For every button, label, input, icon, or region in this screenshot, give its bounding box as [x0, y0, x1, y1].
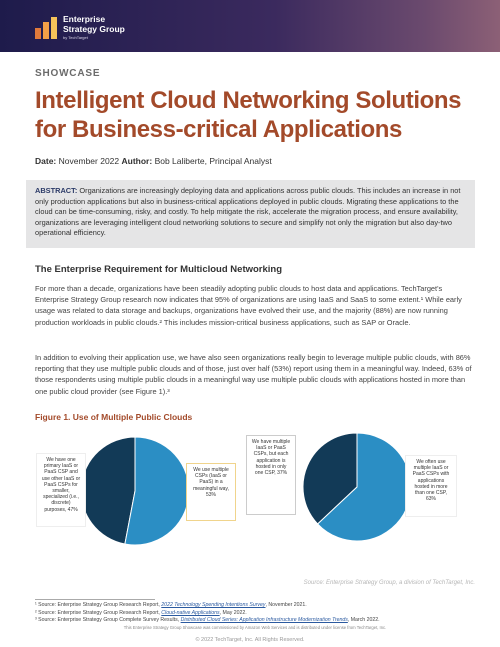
abstract-text: Organizations are increasingly deploying data and applications across public clouds. This includes an increase in not only production applications but also in business-critical applications deployed in public clouds. Migrating these applications to the cloud can be time-consuming, risky, and costly. To help mitigate the risk, accelerate the migration process, and ensure availability, organizations are leveraging intelligent cloud networking solutions to secure and simplify not only the migration but also day-two operational efficiency.: [35, 186, 461, 238]
abstract-label: ABSTRACT:: [35, 186, 78, 195]
pie-chart-1: [81, 437, 189, 545]
footnote-1-link[interactable]: 2022 Technology Spending Intentions Survey: [161, 602, 266, 608]
section-heading: The Enterprise Requirement for Multicloud Networking: [35, 264, 283, 275]
brand-line-2: Strategy Group: [63, 23, 125, 34]
paragraph-2: In addition to evolving their application use, we have also seen organizations really begin to leverage multiple public clouds, with 86% reporting that they use multiple public clouds and of those, just over half (53%) report using them in a meaningful way. Indeed, 63% of those respondents using multiple public clouds in a meaningful way use multiple public clouds with applications hosted in more than one public cloud provider (see Figure 1).³: [35, 353, 472, 396]
footnotes: [35, 602, 475, 625]
doc-byline: [35, 156, 272, 166]
date-value: November 2022: [58, 156, 120, 166]
footnote-2-text: ² Source: Enterprise Strategy Group Research Report,: [35, 609, 162, 616]
footnote-1-suffix: , November 2021.: [265, 602, 307, 608]
figure-source: Source: Enterprise Strategy Group, a division of TechTarget, Inc.: [303, 580, 475, 586]
footnote-2-link[interactable]: Cloud-native Applications: [161, 609, 220, 616]
footnote-1: [35, 602, 475, 610]
logo-bar-1: [35, 28, 41, 39]
doc-kicker: SHOWCASE: [35, 68, 101, 79]
footnote-2: [35, 610, 475, 618]
pie-1-slice-1: [81, 437, 135, 544]
footnote-3-text: ³ Source: Enterprise Strategy Group Complete Survey Results,: [35, 617, 181, 624]
brand-name: [63, 15, 125, 34]
pie-2-slice-label: We often use multiple IaaS or PaaS CSPs with applications hosted in more than one CSP, 63%: [405, 455, 457, 517]
footnote-3-suffix: , March 2022.: [347, 617, 380, 624]
paragraph-1: For more than a decade, organizations have been steadily adopting public clouds to host data and applications. TechTarget's Enterprise Strategy Group research now indicates that 95% of organizations are using IaaS and SaaS to some extent.¹ While early usage was related to data storage and backups, organizations have evolved their use, and the majority (88%) are now running production workloads in public clouds.² This includes mission-critical business applications, such as SAP or Oracle.: [35, 284, 462, 327]
footnote-divider: [35, 599, 155, 600]
footnote-2-suffix: , May 2022.: [219, 609, 247, 616]
figure-title: Figure 1. Use of Multiple Public Clouds: [35, 412, 193, 422]
page-header: [0, 0, 500, 52]
footnote-1-text: ¹ Source: Enterprise Strategy Group Research Report,: [35, 602, 162, 608]
copyright: © 2022 TechTarget, Inc. All Rights Reserved.: [195, 637, 305, 643]
pie-1-slice-label: We have one primary IaaS or PaaS CSP and use other IaaS or PaaS CSPs for smaller, specialized (i.e., discrete) purposes, 47%: [36, 453, 86, 527]
pie-2-slice-label: We have multiple IaaS or PaaS CSPs, but each application is hosted in only one CSP, 37%: [246, 435, 296, 515]
date-label: Date:: [35, 156, 57, 166]
pie-1-slice-label: We use multiple CSPs (IaaS or PaaS) in a meaningful way, 53%: [186, 463, 236, 521]
author-value: Bob Laliberte, Principal Analyst: [154, 156, 272, 166]
footnote-3: [35, 617, 475, 625]
doc-title: Intelligent Cloud Networking Solutions for Business-critical Applications: [35, 87, 462, 143]
brand-line-1: Enterprise: [63, 14, 106, 24]
abstract-box: [26, 180, 475, 248]
license-note: This Enterprise Strategy Group Showcase was commissioned by Amazon Web Services and is distributed under license from TechTarget, Inc.: [123, 625, 387, 630]
footnote-3-link[interactable]: Distributed Cloud Series: Application Infrastructure Modernization Trends: [180, 617, 348, 624]
logo-bar-2: [43, 22, 49, 39]
author-label: Author:: [121, 156, 153, 166]
brand-sub: by TechTarget: [63, 35, 88, 40]
figure-1: [0, 425, 500, 565]
logo-bar-3: [51, 17, 57, 39]
pie-chart-2: [303, 433, 411, 541]
brand-logo-icon: [34, 16, 58, 40]
